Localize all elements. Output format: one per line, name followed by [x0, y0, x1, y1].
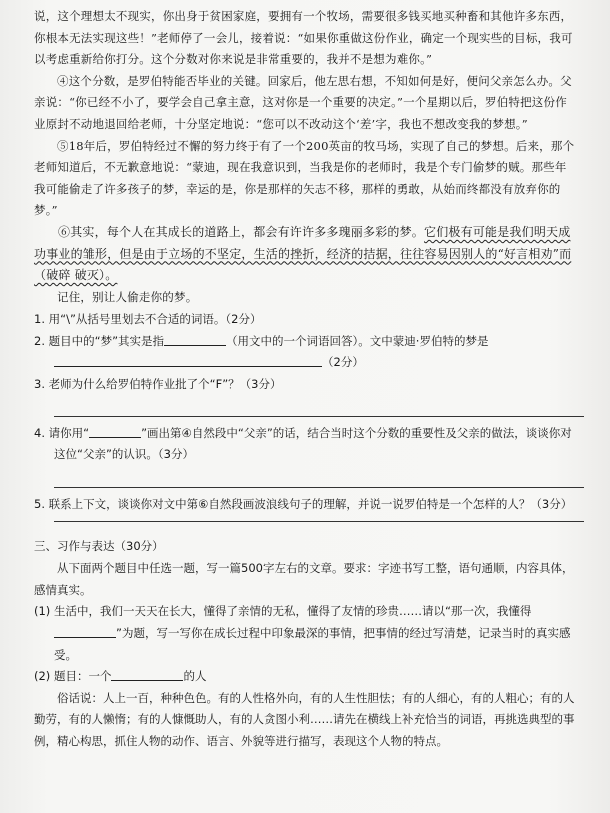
writing-option-1	[34, 601, 576, 666]
answer-blank[interactable]	[111, 668, 183, 681]
question-1: 1. 用“\”从括号里划去不合适的词语。（2分）	[34, 312, 262, 327]
writing-section	[34, 538, 576, 752]
answer-blank[interactable]	[54, 625, 116, 638]
option-2-text-b: 的人	[183, 669, 207, 684]
question-3: 3. 老师为什么给罗伯特作业批了个“F”？（3分）	[34, 376, 282, 391]
question-4-text-a: 4. 请你用“	[34, 425, 90, 440]
question-4	[34, 423, 576, 466]
option-1-text-b: ”为题，写一写你在成长过程中印象最深的事情，把事情的经过写清楚，记录当时的真实感受。	[54, 625, 571, 662]
passage-paragraph-4: ④这个分数，是罗伯特能否毕业的关键。回家后，他左思右想，不知如何是好，便问父亲怎么办。父亲说：“你已经不小了，要学会自己拿主意，这对你是一个重要的决定。”一个星期以后，罗伯特把这份作业原封不动地退回给老师，十分坚定地说：“您可以不改动这个‘差’字，我也不想改变我的梦想。”	[34, 73, 572, 131]
reading-passage	[34, 6, 576, 308]
option-1-text-a: (1) 生活中，我们一天天在长大，懂得了亲情的无私，懂得了友情的珍贵……请以“那一次，我懂得	[34, 604, 532, 619]
writing-option-2-body: 俗话说：人上一百，种种色色。有的人性格外向，有的人生性胆怯；有的人细心，有的人粗心；有的人勤劳，有的人懒惰；有的人慷慨助人，有的人贪图小利……请先在横线上补充恰当的词语，再挑选典型的事例，精心构思，抓住人物的动作、语言、外貌等进行描写，表现这个人物的特点。	[34, 690, 575, 748]
question-5: 5. 联系上下文，谈谈你对文中第⑥自然段画波浪线句子的理解，并说一说罗伯特是一个怎样的人？（3分）	[34, 496, 573, 511]
answer-line[interactable]	[54, 466, 584, 488]
passage-paragraph-6	[34, 222, 576, 287]
answer-line[interactable]	[54, 515, 584, 522]
answer-line[interactable]	[54, 395, 584, 417]
question-list	[34, 309, 576, 522]
section-title: 三、习作与表达（30分）	[34, 539, 164, 554]
answer-blank[interactable]	[164, 333, 226, 346]
answer-blank[interactable]	[54, 354, 322, 367]
passage-paragraph-7: 记住，别让人偷走你的梦。	[57, 289, 198, 304]
question-2	[34, 331, 576, 374]
question-2-text-b: （用文中的一个词语回答）。文中蒙迪·罗伯特的梦是	[226, 333, 489, 348]
question-2-text-c: （2分）	[322, 355, 364, 370]
passage-paragraph-5: ⑤18年后，罗伯特经过不懈的努力终于有了一个200英亩的牧马场，实现了自己的梦想。后来，那个老师知道后，不无歉意地说：“蒙迪，现在我意识到，当我是你的老师时，我是个专门偷梦的贼。那些年我可能偷走了许多孩子的梦，幸运的是，你是那样的矢志不移，那样的勇敢，从始而终都没有放弃你的梦。”	[34, 138, 575, 218]
question-2-text-a: 2. 题目中的“梦”其实是指	[34, 333, 165, 348]
question-4-text-b: ”画出第④自然段中“父亲”的话，结合当时这个分数的重要性及父亲的做法，谈谈你对这位“父亲”的认识。（3分）	[54, 425, 572, 462]
passage-paragraph-continued: 说，这个理想太不现实，你出身于贫困家庭，要拥有一个牧场，需要很多钱买地买种畜和其他许多东西，你根本无法实现这些！”老师停了一会儿，接着说：“如果你重做这份作业，确定一个现实些的目标，我可以考虑重新给你打分。这个分数对你来说是非常重要的，我并不是想为难你。”	[34, 9, 573, 67]
writing-option-2-title	[34, 666, 576, 688]
writing-instructions: 从下面两个题目中任选一题，写一篇500字左右的文章。要求：字迹书写工整，语句通顺，内容具体，感情真实。	[34, 561, 574, 597]
paragraph-6-opening: ⑥其实，每个人在其成长的道路上，都会有许许多多瑰丽多彩的梦。	[58, 224, 425, 239]
wavy-underlined-sentence: 它们极有可能是我们明天成功事业的雏形，但是由于立场的不坚定，生活的挫折，经济的拮据，往往容易因别人的“好言相劝”而（破碎 破灭）。	[34, 224, 572, 283]
answer-blank[interactable]	[89, 425, 141, 438]
option-2-text-a: (2) 题目：一个	[34, 669, 112, 684]
